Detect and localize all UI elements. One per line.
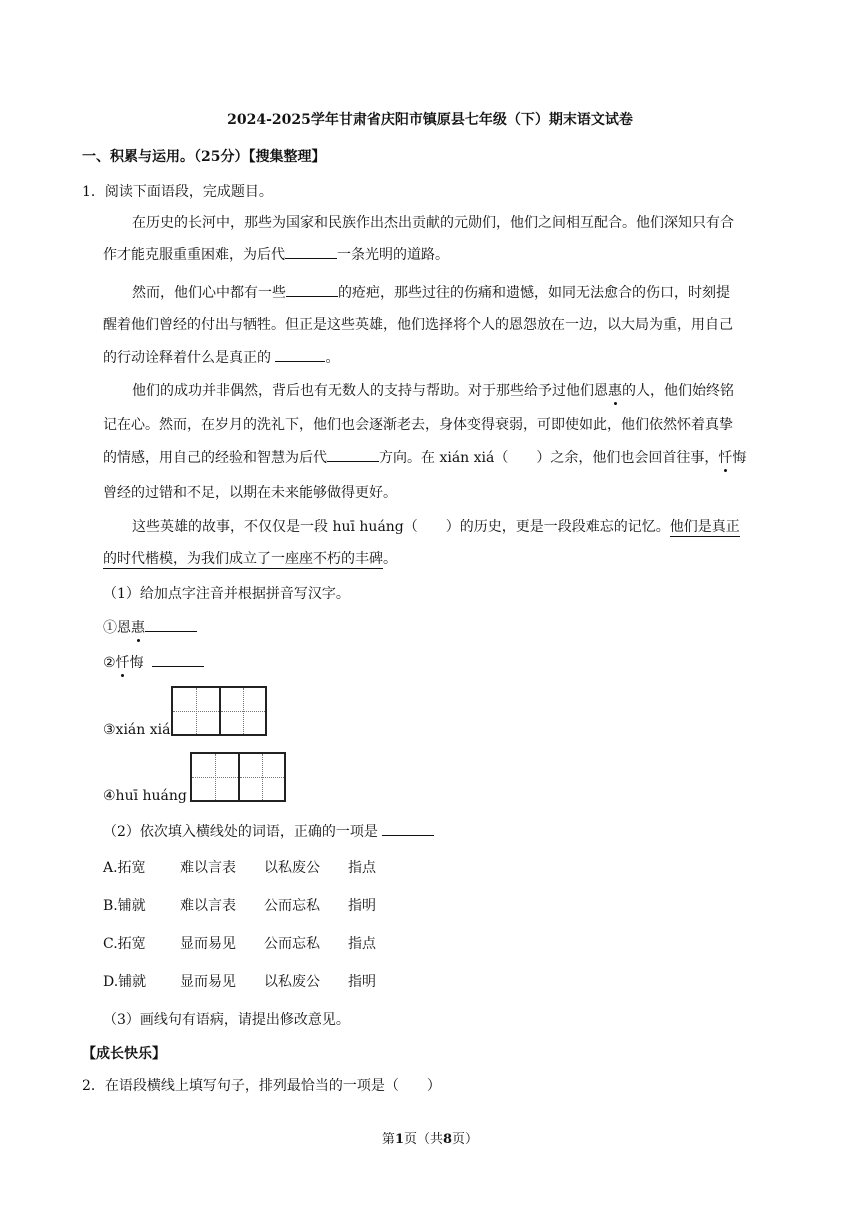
option-cell: 指明 <box>348 898 376 914</box>
passage-text: 悔 <box>732 450 747 466</box>
option-c[interactable] <box>103 933 376 953</box>
item-4-label: ④huī huáng <box>103 788 187 804</box>
grid-cell[interactable] <box>192 754 238 800</box>
writing-grid[interactable] <box>190 752 286 802</box>
option-cell: D.铺就 <box>103 974 147 990</box>
passage-text: 。 <box>383 551 397 567</box>
page-number: 1 <box>394 1132 404 1147</box>
option-cell: 指明 <box>348 974 376 990</box>
option-cell: B.铺就 <box>103 898 146 914</box>
answer-blank[interactable] <box>152 653 204 667</box>
option-cell: 公而忘私 <box>264 936 320 952</box>
fill-blank[interactable] <box>327 448 379 462</box>
passage-text: 作才能克服重重困难，为后代 <box>103 247 285 263</box>
passage-text: 。 <box>325 350 340 366</box>
passage-text: 的人，他们始终铭 <box>622 383 734 399</box>
option-cell: A.拓宽 <box>103 860 146 876</box>
section-heading-1: 一、积累与运用。（25分）【搜集整理】 <box>82 149 326 165</box>
option-cell: 难以言表 <box>180 898 236 914</box>
page-total: 8 <box>443 1132 453 1147</box>
item-label: ①恩 <box>103 620 131 636</box>
dotted-char: 忏 <box>116 652 130 672</box>
section-heading-2: 【成长快乐】 <box>82 1046 166 1062</box>
grid-cell[interactable] <box>219 688 265 734</box>
question-2-prompt: 2．在语段横线上填写句子，排列最恰当的一项是（ ） <box>82 1078 441 1094</box>
footer-text: 第 <box>381 1132 395 1147</box>
passage-text: 一条光明的道路。 <box>337 247 449 263</box>
item-1 <box>103 617 197 637</box>
item-3-label: ③xián xiá <box>103 722 171 738</box>
option-cell: 难以言表 <box>180 860 236 876</box>
passage-text: 这些英雄的故事，不仅仅是一段 huī huáng（ ）的历史，更是一段段难忘的记忆。 <box>132 519 670 535</box>
writing-grid[interactable] <box>171 686 267 736</box>
passage-text: 他们的成功并非偶然，背后也有无数人的支持与帮助。对于那些给予过他们恩 <box>132 383 608 399</box>
sub-question-2 <box>103 821 434 841</box>
footer-text: 页（共 <box>403 1132 443 1147</box>
item-2 <box>103 652 204 672</box>
option-cell: 指点 <box>348 860 376 876</box>
fill-blank[interactable] <box>286 283 338 297</box>
option-cell: 公而忘私 <box>264 898 320 914</box>
passage-line <box>103 347 339 367</box>
grid-cell[interactable] <box>173 688 219 734</box>
passage-line: 曾经的过错和不足，以期在未来能够做得更好。 <box>103 485 397 501</box>
sub-question-1: （1）给加点字注音并根据拼音写汉字。 <box>103 586 350 602</box>
sub-question-3: （3）画线句有语病，请提出修改意见。 <box>103 1012 350 1028</box>
option-cell: 指点 <box>348 936 376 952</box>
option-cell: 以私废公 <box>264 860 320 876</box>
passage-text: 方向。在 xián xiá（ ）之余，他们也会回首往事， <box>379 450 719 466</box>
fill-blank[interactable] <box>285 245 337 259</box>
passage-line <box>103 447 746 467</box>
item-label: 悔 <box>129 655 144 671</box>
dotted-char: 惠 <box>131 617 145 637</box>
passage-line <box>132 282 730 302</box>
passage-line: 在历史的长河中，那些为国家和民族作出杰出贡献的元勋们，他们之间相互配合。他们深知只有合 <box>132 215 734 231</box>
passage-line: 醒着他们曾经的付出与牺牲。但正是这些英雄，他们选择将个人的恩怨放在一边，以大局为重，用自己 <box>103 317 733 333</box>
option-cell: 以私废公 <box>264 974 320 990</box>
sub-question-text: （2）依次填入横线处的词语，正确的一项是 <box>103 824 378 840</box>
dotted-char: 惠 <box>608 380 622 400</box>
option-cell: C.拓宽 <box>103 936 146 952</box>
passage-text: 然而，他们心中都有一些 <box>132 285 286 301</box>
passage-line <box>132 380 734 400</box>
passage-line <box>132 516 740 536</box>
passage-line: 记在心。然而，在岁月的洗礼下，他们也会逐渐老去，身体变得衰弱，可即使如此，他们依然怀着真挚 <box>103 417 733 433</box>
option-d[interactable] <box>103 971 376 991</box>
page-footer <box>0 1128 860 1147</box>
underlined-sentence: 他们是真正 <box>669 519 740 535</box>
passage-line <box>103 548 397 568</box>
answer-blank[interactable] <box>382 822 434 836</box>
dotted-char: 忏 <box>718 447 732 467</box>
item-label: ② <box>103 655 116 671</box>
passage-text: 的行动诠释着什么是真正的 <box>103 350 271 366</box>
question-1-prompt: 1．阅读下面语段，完成题目。 <box>82 184 273 200</box>
passage-line <box>103 244 449 264</box>
fill-blank[interactable] <box>275 348 325 362</box>
page-title: 2024-2025学年甘肃省庆阳市镇原县七年级（下）期末语文试卷 <box>227 112 633 128</box>
underlined-sentence: 的时代楷模，为我们成立了一座座不朽的丰碑 <box>103 551 383 567</box>
option-cell: 显而易见 <box>180 936 236 952</box>
footer-text: 页） <box>452 1132 479 1147</box>
passage-text: 的疮疤，那些过往的伤痛和遗憾，如同无法愈合的伤口，时刻提 <box>338 285 730 301</box>
answer-blank[interactable] <box>145 618 197 632</box>
passage-text: 的情感，用自己的经验和智慧为后代 <box>103 450 327 466</box>
option-b[interactable] <box>103 895 376 915</box>
grid-cell[interactable] <box>238 754 284 800</box>
option-cell: 显而易见 <box>180 974 236 990</box>
option-a[interactable] <box>103 857 376 877</box>
